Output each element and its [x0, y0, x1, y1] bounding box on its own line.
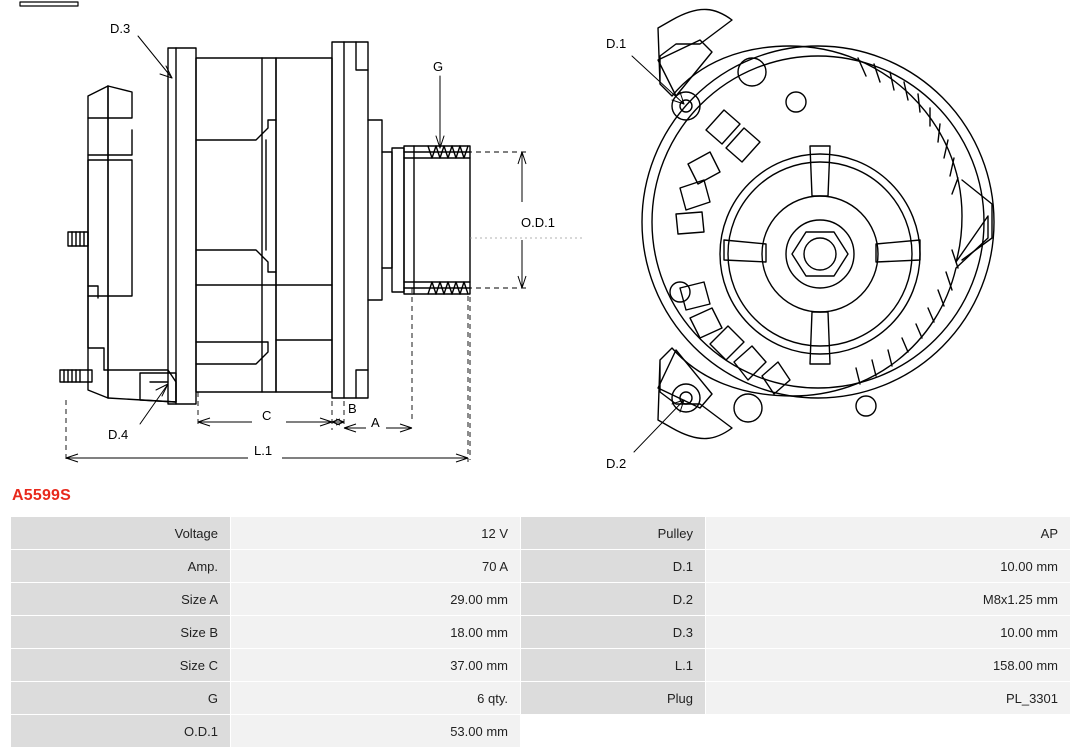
spec-label: D.1 [521, 550, 706, 583]
spec-label: Size A [11, 583, 231, 616]
label-a: A [371, 415, 380, 430]
label-d1: D.1 [606, 36, 627, 51]
label-d4: D.4 [108, 427, 129, 442]
spec-value: 10.00 mm [706, 616, 1071, 649]
part-number: A5599S [12, 487, 72, 504]
spec-label: D.3 [521, 616, 706, 649]
spec-label: L.1 [521, 649, 706, 682]
spec-label: Size B [11, 616, 231, 649]
table-row [11, 550, 1071, 583]
spec-value: PL_3301 [706, 682, 1071, 715]
label-b: B [348, 401, 357, 416]
spec-label: Voltage [11, 517, 231, 550]
spec-value: 158.00 mm [706, 649, 1071, 682]
spec-empty-cell [706, 715, 1071, 748]
spec-value: 37.00 mm [231, 649, 521, 682]
label-c: C [262, 408, 272, 423]
label-d2: D.2 [606, 456, 627, 471]
spec-empty-cell [521, 715, 706, 748]
spec-label: Pulley [521, 517, 706, 550]
label-g: G [433, 59, 444, 74]
label-d3: D.3 [110, 21, 131, 36]
table-row [11, 682, 1071, 715]
table-row [11, 649, 1071, 682]
spec-value: 18.00 mm [231, 616, 521, 649]
spec-value: 29.00 mm [231, 583, 521, 616]
spec-value: AP [706, 517, 1071, 550]
spec-label: O.D.1 [11, 715, 231, 748]
table-row [11, 583, 1071, 616]
table-row [11, 517, 1071, 550]
spec-value: 70 A [231, 550, 521, 583]
spec-value: 53.00 mm [231, 715, 521, 748]
spec-value: 6 qty. [231, 682, 521, 715]
table-row [11, 616, 1071, 649]
table-row [11, 715, 1071, 748]
label-od1: O.D.1 [521, 215, 555, 230]
specifications-table [10, 516, 1071, 748]
spec-label: Size C [11, 649, 231, 682]
spec-label: Plug [521, 682, 706, 715]
label-l1: L.1 [254, 443, 273, 458]
spec-label: Amp. [11, 550, 231, 583]
spec-value: 10.00 mm [706, 550, 1071, 583]
spec-label: G [11, 682, 231, 715]
spec-value: 12 V [231, 517, 521, 550]
spec-label: D.2 [521, 583, 706, 616]
spec-value: M8x1.25 mm [706, 583, 1071, 616]
